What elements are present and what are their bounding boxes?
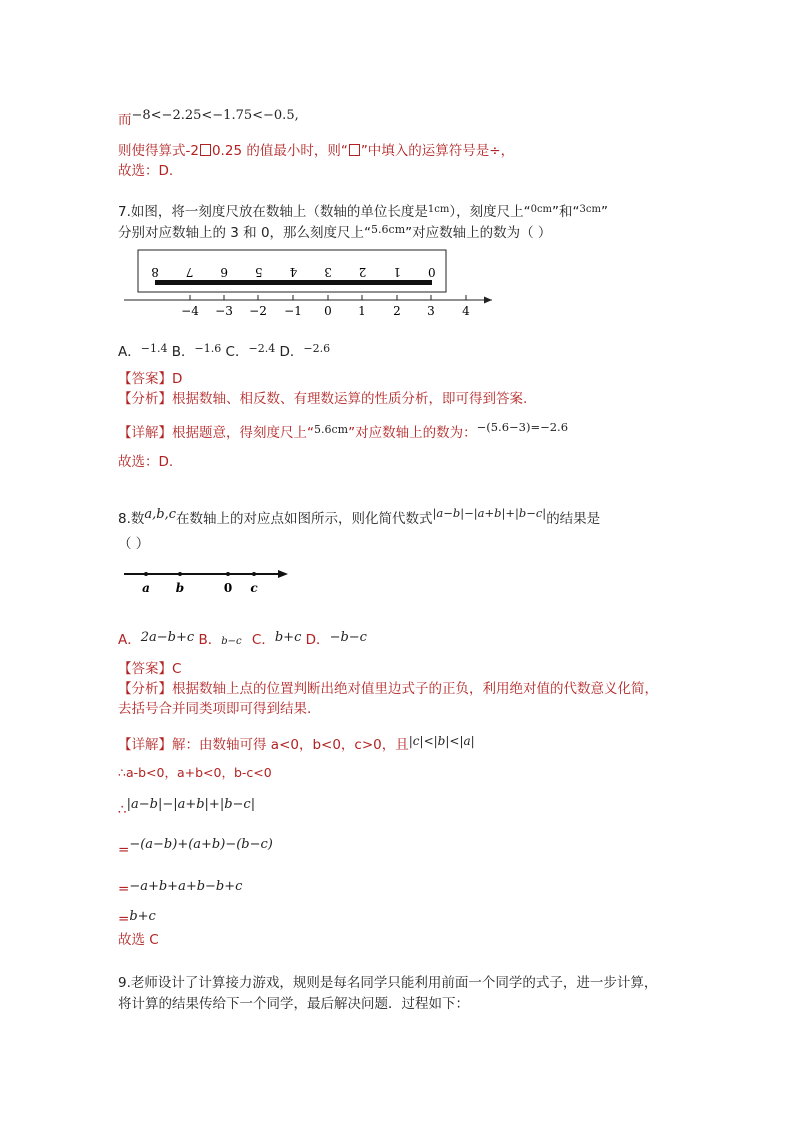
option-b-label: B． [198, 632, 222, 648]
therefore-symbol: ∴ [118, 802, 127, 818]
axis-label: 0 [324, 304, 332, 318]
q8-step2-expr: −(a−b)+(a+b)−(b−c) [129, 837, 273, 852]
equals-sign: = [118, 911, 130, 927]
order-prefix: 而 [118, 112, 132, 128]
ruler-label: 1 [393, 265, 402, 279]
order-expression: −8<−2.25<−1.75<−0.5, [131, 108, 299, 123]
option-d-label: D． [279, 344, 304, 360]
q7-line1 [118, 203, 608, 223]
axis-label: −1 [284, 304, 302, 318]
q8-choose: 故选 C [118, 932, 159, 948]
q8-step1-expr: |a−b|−|a+b|+|b−c| [126, 797, 256, 812]
q8-text: 的结果是 [546, 511, 601, 527]
blank-box-icon [200, 144, 211, 156]
point-label-c: c [250, 581, 258, 595]
ruler-label: 5 [254, 265, 263, 279]
q8-analysis-2: 去括号合并同类项即可得到结果. [118, 701, 312, 717]
ruler-bar [155, 280, 432, 285]
point-label-b: b [175, 581, 185, 595]
q7-analysis: 【分析】根据数轴、相反数、有理数运算的性质分析，即可得到答案. [118, 391, 528, 407]
q8-blank: （ ） [118, 536, 150, 552]
q8-options [118, 631, 367, 651]
conclusion-text-3: ”中填入的运算符号是÷， [360, 143, 515, 159]
option-c: −2.4 [248, 342, 276, 355]
q7-mark56: 5.6cm [371, 223, 406, 236]
q7-detail [118, 420, 569, 443]
option-a: −1.4 [140, 342, 168, 355]
ruler-label: 8 [151, 265, 159, 279]
axis-label: 4 [462, 304, 470, 318]
ruler-figure [118, 248, 498, 322]
axis-label: −3 [215, 304, 233, 318]
equals-sign: = [118, 881, 130, 897]
q8-step3-expr: −a+b+a+b−b+c [129, 879, 243, 894]
q8-text: 8.数 [118, 511, 145, 527]
axis-label: 3 [427, 304, 435, 318]
option-b-label: B． [171, 344, 195, 360]
axis-label: 2 [393, 304, 401, 318]
option-d: −b−c [329, 630, 367, 645]
arrow-right-icon [278, 570, 288, 578]
q8-therefore-1: ∴a-b<0，a+b<0，b-c<0 [118, 765, 272, 780]
q7-detail-expression: −(5.6−3)=−2.6 [476, 420, 569, 434]
q7-line2 [118, 224, 551, 243]
axis-ticks [190, 295, 466, 300]
q8-answer: 【答案】C [118, 661, 182, 677]
q8-detail-text: 【详解】解：由数轴可得 a<0，b<0，c>0，且 [118, 737, 409, 753]
q7-mark0: 0cm [530, 204, 553, 215]
conclusion-text-2: 0.25 的值最小时，则“ [211, 143, 348, 159]
ruler-label: 3 [324, 265, 332, 279]
q7-text: ），刻度尺上“ [449, 204, 531, 220]
q8-text: 在数轴上的对应点如图所示，则化简代数式 [176, 511, 433, 527]
q7-options [118, 343, 330, 362]
axis-label: −2 [249, 304, 267, 318]
ruler-label: 4 [289, 265, 298, 279]
option-b: b−c [221, 636, 242, 647]
option-a-label: A． [118, 344, 141, 360]
q8-detail-inequality: |c|<|b|<|a| [408, 734, 475, 748]
q7-text: 7.如图，将一刻度尺放在数轴上（数轴的单位长度是 [118, 204, 428, 220]
q8-step2 [118, 835, 273, 858]
q7-choose: 故选：D. [118, 454, 174, 470]
ruler-label: 0 [427, 265, 436, 279]
q8-vars: a,b,c [144, 507, 177, 522]
blank-box-icon [349, 144, 360, 156]
q7-unit: 1cm [427, 204, 450, 215]
q7-text: 分别对应数轴上的 3 和 0，那么刻度尺上“ [118, 225, 372, 241]
q8-line1 [118, 506, 601, 529]
q7-text: ” [601, 204, 608, 220]
equals-sign: = [118, 842, 130, 858]
option-b: −1.6 [194, 342, 222, 355]
option-d-label: D． [305, 632, 330, 648]
conclusion-text-1: 则使得算式-2 [118, 143, 199, 159]
option-c-label: C． [225, 344, 249, 360]
q7-detail-text: 【详解】根据题意，得刻度尺上“ [118, 425, 314, 441]
q8-analysis-1: 【分析】根据数轴上点的位置判断出绝对值里边式子的正负，利用绝对值的代数意义化简， [118, 681, 658, 697]
axis-label: 1 [358, 304, 366, 318]
ruler-label: 2 [358, 265, 367, 279]
q8-number-line [118, 566, 298, 598]
q7-text: ”对应数轴上的数为（ ） [405, 225, 552, 241]
q7-answer: 【答案】D [118, 371, 183, 387]
q7-text: ”和“ [552, 204, 580, 220]
option-a-label: A． [118, 632, 141, 648]
axis-labels [181, 304, 470, 318]
option-c: b+c [274, 630, 302, 645]
conclusion-line [118, 142, 514, 160]
point-label-0: 0 [223, 581, 233, 595]
q8-detail [118, 736, 475, 754]
q7-detail-text: ”对应数轴上的数为： [348, 425, 477, 441]
q8-step3 [118, 877, 242, 896]
q8-step1 [118, 795, 256, 818]
point-label-a: a [142, 581, 150, 595]
q7-detail-mark: 5.6cm [314, 423, 349, 436]
q7-mark3: 3cm [579, 204, 601, 215]
q9-line1: 9.老师设计了计算接力游戏，规则是每名同学只能利用前面一个同学的式子，进一步计算， [118, 975, 658, 991]
arrow-right-icon [484, 297, 492, 304]
q9-line2: 将计算的结果传给下一个同学，最后解决问题．过程如下： [118, 996, 469, 1012]
q8-step4-expr: b+c [129, 909, 156, 924]
q6-choose: 故选：D. [118, 163, 174, 179]
ruler-label: 7 [185, 265, 194, 279]
option-d: −2.6 [303, 342, 331, 355]
option-a: 2a−b+c [140, 630, 195, 645]
ruler-label: 6 [220, 265, 229, 279]
q8-expression: |a−b|−|a+b|+|b−c| [432, 506, 547, 520]
order-line [118, 108, 299, 130]
option-c-label: C． [251, 632, 275, 648]
axis-label: −4 [181, 304, 199, 318]
q8-step4 [118, 907, 156, 926]
